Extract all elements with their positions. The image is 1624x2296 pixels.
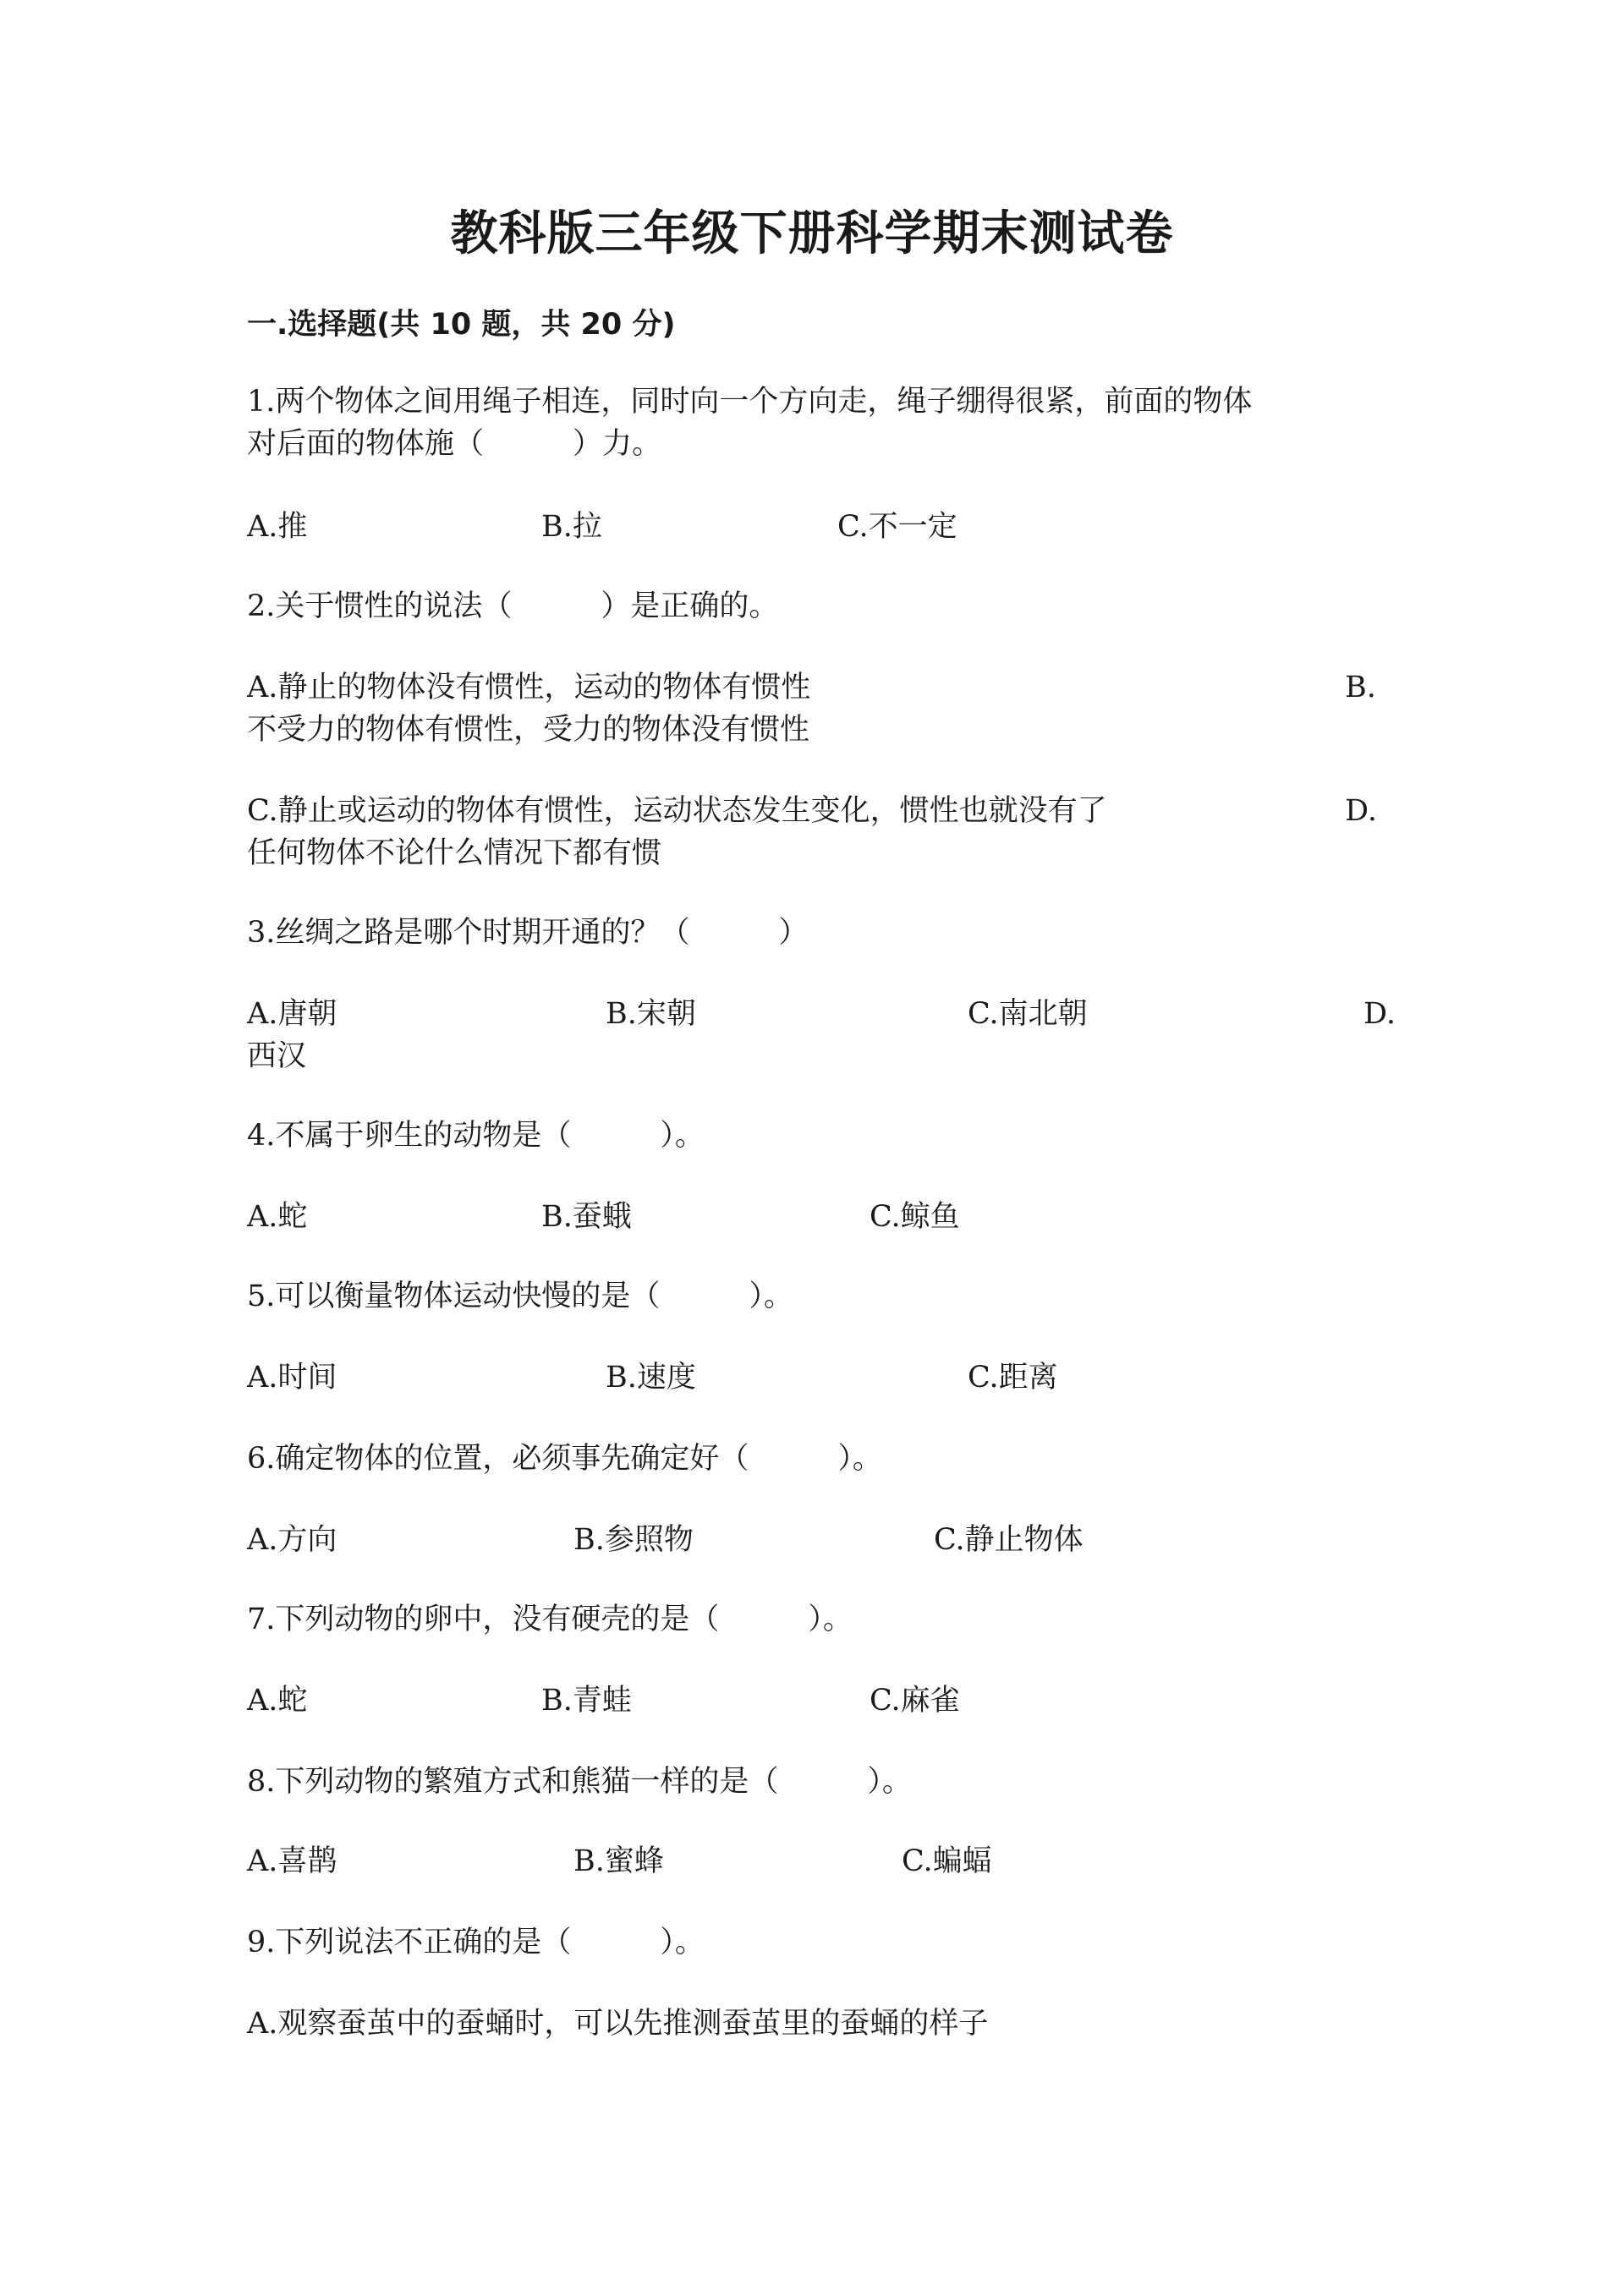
question-4-option-a: A.蛇 <box>247 1200 308 1234</box>
question-3-option-a: A.唐朝 <box>247 997 337 1031</box>
question-8-option-b: B.蜜蜂 <box>573 1844 664 1878</box>
question-4-stem: 4.不属于卵生的动物是（ ）。 <box>247 1119 705 1153</box>
question-7-option-a: A.蛇 <box>247 1684 308 1718</box>
question-2-option-d-label: D. <box>1345 794 1377 828</box>
question-2-option-a: A.静止的物体没有惯性，运动的物体有惯性 <box>247 671 811 704</box>
question-6-option-a: A.方向 <box>247 1523 337 1557</box>
page-title: 教科版三年级下册科学期末测试卷 <box>450 206 1174 261</box>
question-4-option-b: B.蚕蛾 <box>541 1200 632 1234</box>
question-3-option-b: B.宋朝 <box>606 997 696 1031</box>
question-1-option-a: A.推 <box>247 510 308 544</box>
question-2-stem: 2.关于惯性的说法（ ）是正确的。 <box>247 589 779 623</box>
question-8-option-a: A.喜鹊 <box>247 1844 337 1878</box>
question-6-option-b: B.参照物 <box>573 1523 694 1557</box>
question-2-option-b-text: 不受力的物体有惯性，受力的物体没有惯性 <box>247 713 810 747</box>
question-1-stem-line1: 1.两个物体之间用绳子相连，同时向一个方向走，绳子绷得很紧，前面的物体 <box>247 385 1253 419</box>
question-5-option-a: A.时间 <box>247 1361 337 1395</box>
question-6-stem: 6.确定物体的位置，必须事先确定好（ ）。 <box>247 1442 882 1476</box>
question-4-option-c: C.鲸鱼 <box>870 1200 960 1234</box>
question-7-option-c: C.麻雀 <box>870 1684 960 1718</box>
question-7-stem: 7.下列动物的卵中，没有硬壳的是（ ）。 <box>247 1603 853 1636</box>
question-5-stem: 5.可以衡量物体运动快慢的是（ ）。 <box>247 1280 793 1313</box>
question-2-option-c: C.静止或运动的物体有惯性，运动状态发生变化，惯性也就没有了 <box>247 794 1107 828</box>
question-8-option-c: C.蝙蝠 <box>902 1844 992 1878</box>
question-5-option-c: C.距离 <box>968 1361 1058 1395</box>
section-heading: 一.选择题(共 10 题，共 20 分) <box>247 308 676 342</box>
question-3-option-c: C.南北朝 <box>968 997 1088 1031</box>
question-7-option-b: B.青蛙 <box>541 1684 632 1718</box>
question-3-stem: 3.丝绸之路是哪个时期开通的？（ ） <box>247 916 809 950</box>
question-6-option-c: C.静止物体 <box>934 1523 1084 1557</box>
question-9-option-a: A.观察蚕茧中的蚕蛹时，可以先推测蚕茧里的蚕蛹的样子 <box>247 2007 989 2041</box>
question-1-stem-line2: 对后面的物体施（ ）力。 <box>247 427 662 461</box>
question-2-option-d-text: 任何物体不论什么情况下都有惯 <box>247 836 662 870</box>
question-3-option-d-label: D. <box>1363 997 1396 1031</box>
question-5-option-b: B.速度 <box>606 1361 696 1395</box>
question-9-stem: 9.下列说法不正确的是（ ）。 <box>247 1926 705 1959</box>
question-8-stem: 8.下列动物的繁殖方式和熊猫一样的是（ ）。 <box>247 1765 912 1799</box>
question-2-option-b-label: B. <box>1345 671 1376 704</box>
question-1-option-c: C.不一定 <box>837 510 957 544</box>
question-3-option-d-text: 西汉 <box>247 1039 307 1073</box>
question-1-option-b: B.拉 <box>541 510 602 544</box>
